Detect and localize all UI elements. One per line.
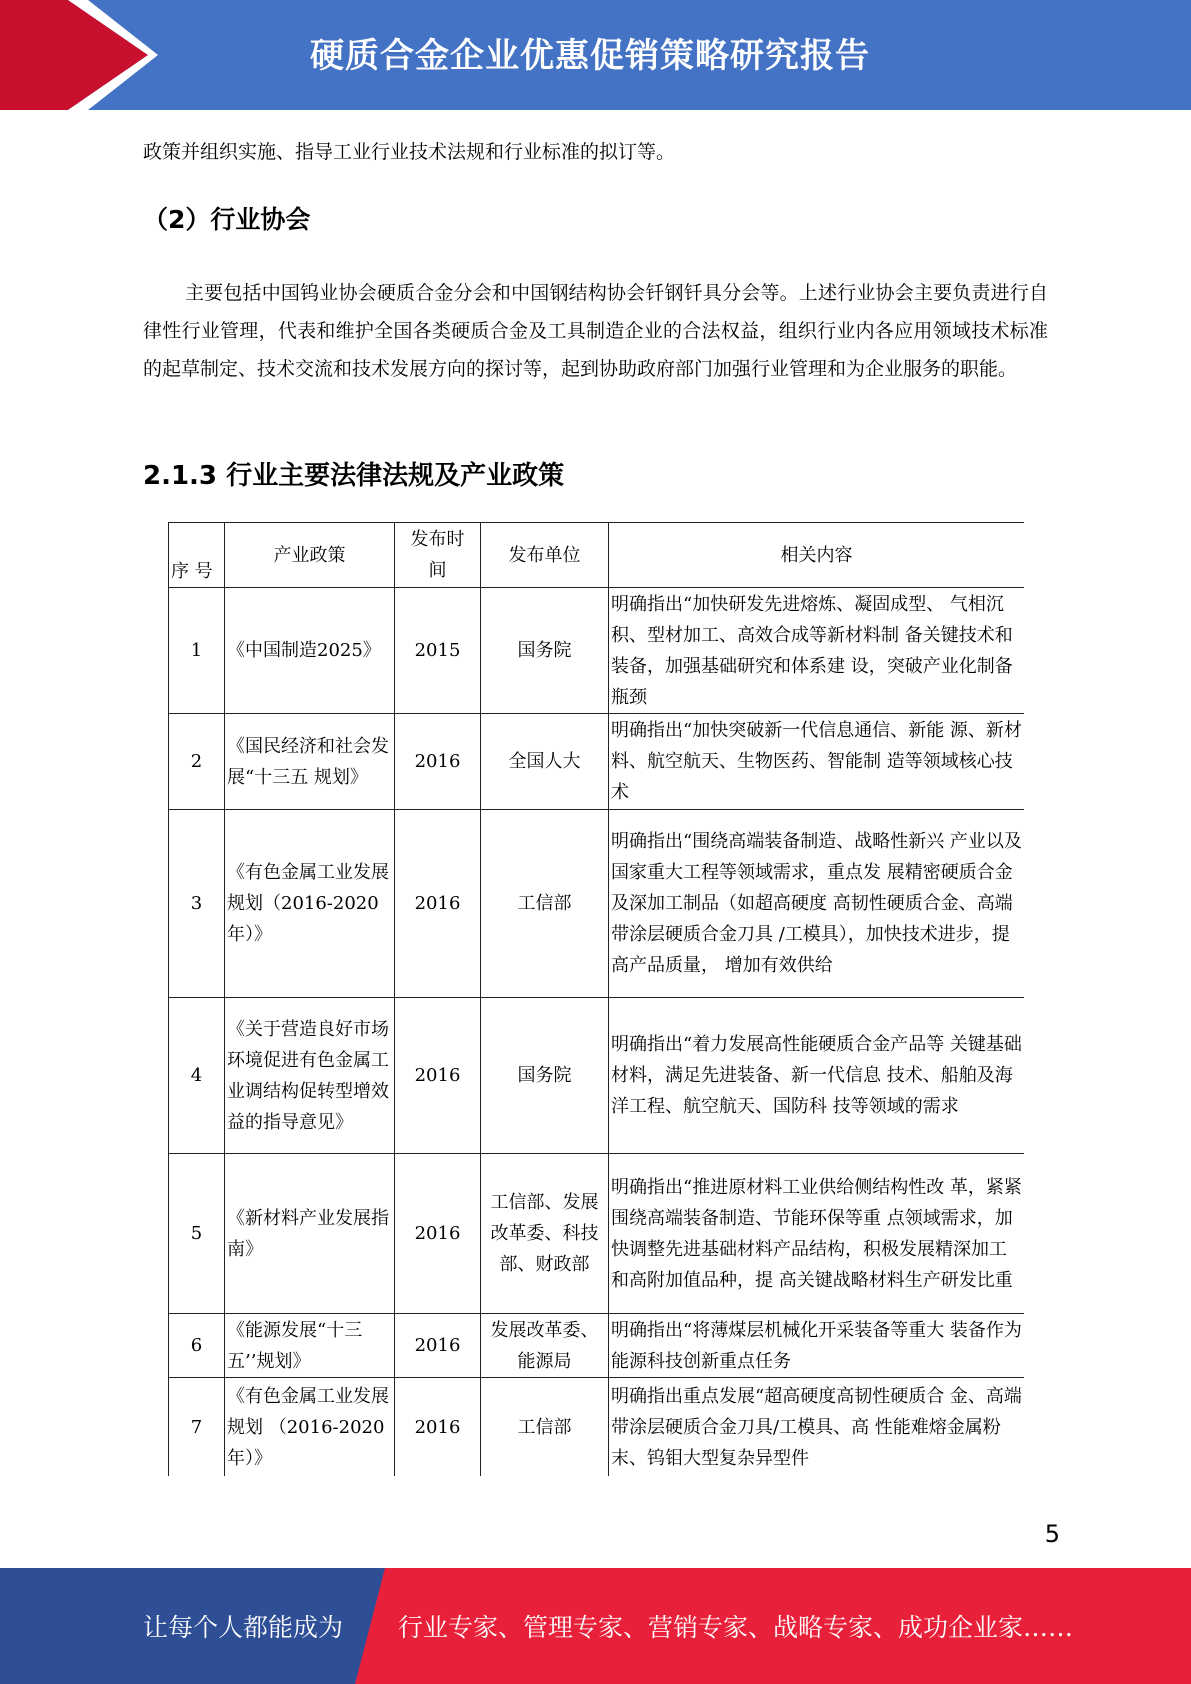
table-header-row xyxy=(169,523,1025,588)
row-policy: 《中国制造2025》 xyxy=(225,588,395,714)
row-policy: 《关于营造良好市场环境促进有色金属工业调结构促转型增效益的指导意见》 xyxy=(225,998,395,1154)
header-no: 序 号 xyxy=(169,523,225,588)
row-content: 明确指出“加快研发先进熔炼、凝固成型、 气相沉积、型材加工、高效合成等新材料制 备关键技术和装备，加强基础研究和体系建 设，突破产业化制备瓶颈 xyxy=(609,588,1025,714)
row-unit: 工信部 xyxy=(481,810,609,998)
row-content: 明确指出“将薄煤层机械化开采装备等重大 装备作为能源科技创新重点任务 xyxy=(609,1314,1025,1378)
table-row xyxy=(169,998,1025,1154)
row-unit: 全国人大 xyxy=(481,714,609,810)
subheading-industry-association: （2）行业协会 xyxy=(143,205,311,234)
header-unit: 发布单位 xyxy=(481,523,609,588)
row-time: 2016 xyxy=(395,1154,481,1314)
row-unit: 工信部 xyxy=(481,1378,609,1477)
table-row xyxy=(169,1154,1025,1314)
footer-slogan-right: 行业专家、管理专家、营销专家、战略专家、成功企业家…… xyxy=(398,1613,1074,1642)
row-time: 2016 xyxy=(395,810,481,998)
row-unit: 国务院 xyxy=(481,588,609,714)
policy-table xyxy=(168,522,1024,1476)
row-no: 3 xyxy=(169,810,225,998)
table-row xyxy=(169,1378,1025,1477)
row-policy: 《有色金属工业发展规划（2016-2020 年）》 xyxy=(225,810,395,998)
row-no: 5 xyxy=(169,1154,225,1314)
row-no: 1 xyxy=(169,588,225,714)
row-unit: 工信部、发展改革委、科技部、财政部 xyxy=(481,1154,609,1314)
table-row xyxy=(169,1314,1025,1378)
row-content: 明确指出“加快突破新一代信息通信、新能 源、新材料、航空航天、生物医药、智能制 造等领域核心技术 xyxy=(609,714,1025,810)
report-title: 硬质合金企业优惠促销策略研究报告 xyxy=(310,36,870,76)
footer-slogan-left: 让每个人都能成为 xyxy=(143,1613,344,1642)
row-policy: 《能源发展“十三五’’规划》 xyxy=(225,1314,395,1378)
row-time: 2016 xyxy=(395,714,481,810)
header-policy: 产业政策 xyxy=(225,523,395,588)
table-row xyxy=(169,588,1025,714)
row-time: 2016 xyxy=(395,1378,481,1477)
row-time: 2016 xyxy=(395,998,481,1154)
row-time: 2015 xyxy=(395,588,481,714)
row-time: 2016 xyxy=(395,1314,481,1378)
row-no: 7 xyxy=(169,1378,225,1477)
policy-table-container xyxy=(168,522,1024,1476)
row-no: 2 xyxy=(169,714,225,810)
row-policy: 《国民经济和社会发展“十三五 规划》 xyxy=(225,714,395,810)
table-row xyxy=(169,714,1025,810)
table-row xyxy=(169,810,1025,998)
row-content: 明确指出“围绕高端装备制造、战略性新兴 产业以及国家重大工程等领域需求，重点发 展精密硬质合金及深加工制品（如超高硬度 高韧性硬质合金、高端带涂层硬质合金刀具 /工模具），加快技术进步，提高产品质量， 增加有效供给 xyxy=(609,810,1025,998)
row-content: 明确指出“着力发展高性能硬质合金产品等 关键基础材料，满足先进装备、新一代信息 技术、船舶及海洋工程、航空航天、国防科 技等领域的需求 xyxy=(609,998,1025,1154)
header-time: 发布时间 xyxy=(395,523,481,588)
row-content: 明确指出“推进原材料工业供给侧结构性改 革，紧紧围绕高端装备制造、节能环保等重 点领域需求，加快调整先进基础材料产品结构，积极发展精深加工和高附加值品种，提 高关键战略材料生产研发比重 xyxy=(609,1154,1025,1314)
paragraph-intro: 政策并组织实施、指导工业行业技术法规和行业标准的拟订等。 xyxy=(143,141,676,163)
row-no: 6 xyxy=(169,1314,225,1378)
paragraph-association: 主要包括中国钨业协会硬质合金分会和中国钢结构协会钎钢钎具分会等。上述行业协会主要负责进行自律性行业管理，代表和维护全国各类硬质合金及工具制造企业的合法权益，组织行业内各应用领域技术标准的起草制定、技术交流和技术发展方向的探讨等，起到协助政府部门加强行业管理和为企业服务的职能。 xyxy=(143,282,1048,380)
row-content: 明确指出重点发展“超高硬度高韧性硬质合 金、高端带涂层硬质合金刀具/工模具、高 性能难熔金属粉末、钨钼大型复杂异型件 xyxy=(609,1378,1025,1477)
header-content: 相关内容 xyxy=(609,523,1025,588)
page-number: 5 xyxy=(1044,1520,1060,1548)
section-heading: 2.1.3 行业主要法律法规及产业政策 xyxy=(143,461,565,491)
row-policy: 《新材料产业发展指南》 xyxy=(225,1154,395,1314)
row-unit: 发展改革委、能源局 xyxy=(481,1314,609,1378)
row-unit: 国务院 xyxy=(481,998,609,1154)
page-header xyxy=(0,0,1191,110)
page-footer xyxy=(0,1568,1191,1684)
row-policy: 《有色金属工业发展规划 （2016-2020 年）》 xyxy=(225,1378,395,1477)
row-no: 4 xyxy=(169,998,225,1154)
